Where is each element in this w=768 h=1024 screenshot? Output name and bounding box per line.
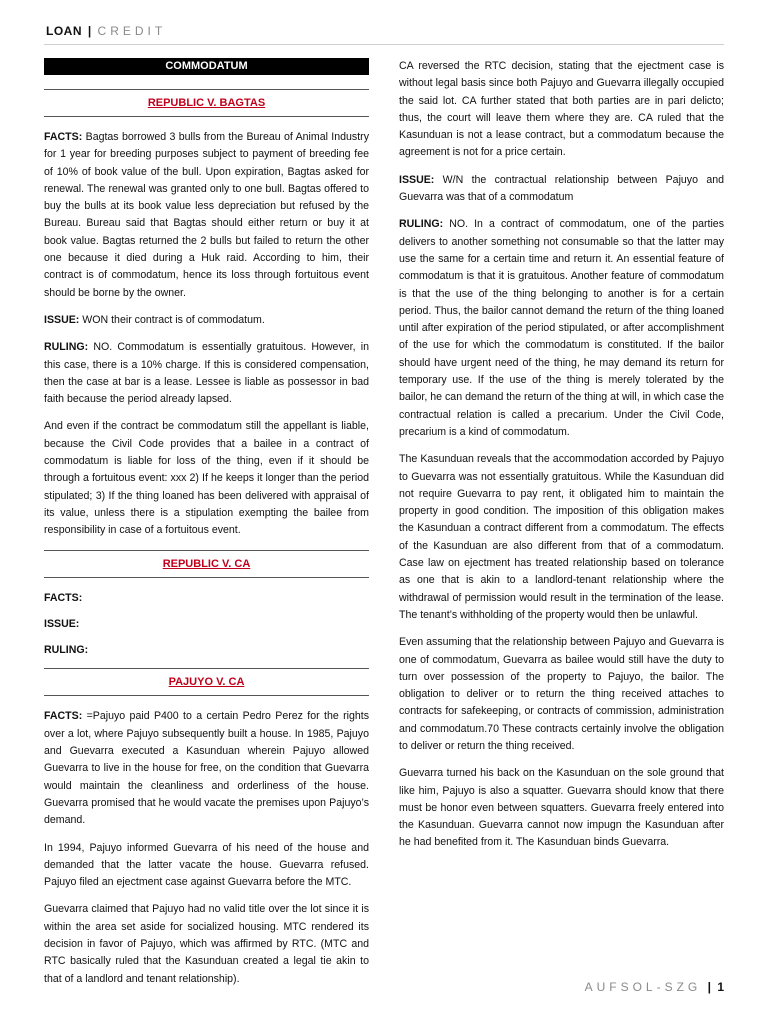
page-footer	[585, 980, 724, 994]
bagtas-facts	[44, 129, 369, 302]
pajuyo-ruling-text: NO. In a contract of commodatum, one of the parties delivers to another something not consumable so that the latter may use the same for a certain time and return it. An essential feature of commodatum is that it is gratuitous. Another feature of commodatum is that the use of the thing belonging to another is for a certain period. Thus, the bailor cannot demand the return of the thing loaned until after expiration of the period stipulated, or after accomplishment of the use for which the commodatum is constituted. If the bailor should have urgent need of the thing, he may demand its return for temporary use. If the use of the thing is merely tolerated by the bailor, he can demand the return of the thing at will, in which case the contractual relation is called a precarium. Under the Civil Code, precarium is a kind of commodatum.	[399, 218, 724, 438]
section-title: COMMODATUM	[44, 58, 369, 75]
rep-ca-facts-label: FACTS:	[44, 591, 83, 604]
issue-label: ISSUE:	[44, 313, 80, 326]
header-separator: |	[87, 24, 92, 38]
ruling-label: RULING:	[399, 218, 444, 231]
bagtas-ruling	[44, 339, 369, 408]
pajuyo-ruling-p3: Even assuming that the relationship between Pajuyo and Guevarra is one of commodatum, Guevarra as bailee would still have the duty to turn over possession of the property to Pajuyo, the bailor. The obligation to deliver or to return the thing received attaches to contracts for safekeeping, or contracts of commission, administration and commodatum.70 These contracts certainly involve the obligation to deliver or return the thing received.	[399, 636, 724, 752]
pajuyo-issue	[399, 172, 724, 207]
pajuyo-facts-p3: Guevarra claimed that Pajuyo had no valid title over the lot since it is within the area set aside for socialized housing. MTC rendered its decision in favor of Pajuyo, which was affirmed by RTC. (MTC and RTC basically ruled that the Kasunduan created a legal tie akin to that of a landlord and tenant relationship).	[44, 903, 369, 985]
bagtas-issue	[44, 312, 369, 329]
case-title-pajuyo: PAJUYO V. CA	[44, 668, 369, 696]
footer-separator: |	[707, 980, 711, 994]
header-credit: CREDIT	[97, 24, 167, 38]
case-title-bagtas: REPUBLIC V. BAGTAS	[44, 89, 369, 117]
page-number: 1	[717, 980, 724, 994]
pajuyo-facts-text: =Pajuyo paid P400 to a certain Pedro Perez for the rights over a lot, where Pajuyo subsequently built a house. In 1985, Pajuyo and Guevarra executed a Kasunduan wherein Pajuyo allowed Guevarra to live in the house for free, on the condition that Guevarra would maintain the cleanliness and orderliness of the house. Guevarra promised that he would vacate the premises upon Pajuyo’s demand.	[44, 710, 369, 827]
pajuyo-ruling-p4: Guevarra turned his back on the Kasunduan on the sole ground that like him, Pajuyo is also a squatter. Guevarra should know that there must be honor even between squatters. Guevarra freely entered into the Kasunduan. Guevarra cannot now impugn the Kasunduan after he had benefited from it. The Kasunduan binds Guevarra.	[399, 767, 724, 849]
bagtas-issue-text: WON their contract is of commodatum.	[82, 313, 265, 326]
left-column	[44, 58, 369, 998]
right-column	[399, 58, 724, 862]
pajuyo-issue-text: W/N the contractual relationship between Pajuyo and Guevarra was that of a commodatum	[399, 173, 724, 204]
rep-ca-issue-label: ISSUE:	[44, 617, 80, 630]
pajuyo-facts-p4: CA reversed the RTC decision, stating that the ejectment case is without legal basis since both Pajuyo and Guevarra illegally occupied the said lot. CA further stated that both parties are in pari delicto; thus, the court will leave them where they are. CA ruled that the Kasunduan is not a lease contract, but a commodatum because the agreement is not for a price certain.	[399, 60, 724, 159]
bagtas-facts-text: Bagtas borrowed 3 bulls from the Bureau of Animal Industry for 1 year for breeding purposes subject to payment of breeding fee of 10% of book value of the bull. Upon expiration, Bagtas asked for renewal. The renewal was granted only to one bull. Bagtas offered to buy the bulls at its book value less depreciation but refused by the Bureau. Bureau said that Bagtas should either return or buy it at book value. Bagtas returned the 2 bulls but failed to return the other one because it died during a Huk raid. According to him, their contract is of commodatum, hence its loss through fortuitous event should be borne by the owner.	[44, 131, 369, 299]
pajuyo-facts-p2: In 1994, Pajuyo informed Guevarra of his need of the house and demanded that the latter vacate the house. Guevarra refused. Pajuyo filed an ejectment case against Guevarra before the MTC.	[44, 841, 369, 889]
pajuyo-ruling-p2: The Kasunduan reveals that the accommodation accorded by Pajuyo to Guevarra was not essentially gratuitous. While the Kasunduan did not require Guevarra to pay rent, it obligated him to maintain the property in good condition. The imposition of this obligation makes the Kasunduan a contract different from a commodatum. The effects of the Kasunduan are also different from that of a commodatum. Case law on ejectment has treated relationship based on tolerance as one that is akin to a landlord-tenant relationship where the withdrawal of permission would result in the termination of the lease. The tenant’s withholding of the property would then be unlawful.	[399, 453, 724, 621]
case-title-rep-ca: REPUBLIC V. CA	[44, 550, 369, 578]
facts-label: FACTS:	[44, 131, 83, 143]
pajuyo-facts	[44, 708, 369, 829]
bagtas-ruling-text: NO. Commodatum is essentially gratuitous. However, in this case, there is a 10% charge. If this is considered compensation, then the case at bar is a lease. Lessee is liable as possessor in bad faith because the period already lapsed.	[44, 341, 369, 406]
pajuyo-ruling	[399, 216, 724, 441]
footer-code: AUFSOL-SZG	[584, 980, 702, 994]
bagtas-ruling-2: And even if the contract be commodatum still the appellant is liable, because the Civil Code provides that a bailee in a contract of commodatum is liable for loss of the thing, even if it should be through a fortuitous event: xxx 2) If he keeps it longer than the period stipulated; 3) If the thing loaned has been delivered with appraisal of its value, unless there is a stipulation exempting the bailee from responsibility in case of a fortuitous event.	[44, 420, 369, 537]
issue-label: ISSUE:	[399, 173, 435, 186]
facts-label: FACTS:	[44, 710, 83, 723]
header-loan: LOAN	[46, 24, 82, 38]
ruling-label: RULING:	[44, 341, 89, 354]
rep-ca-ruling-label: RULING:	[44, 644, 89, 657]
header-rule	[44, 44, 724, 45]
page-header	[46, 24, 166, 38]
